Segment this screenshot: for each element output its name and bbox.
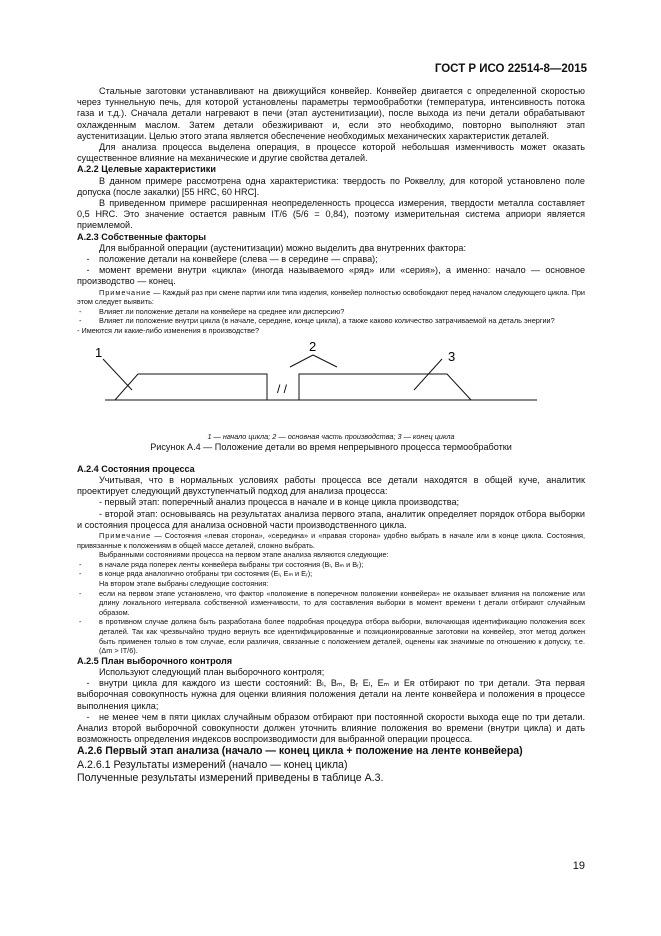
document-body xyxy=(77,86,585,785)
note-item: - Влияет ли положение внутри цикла (в начале, середине, конце цикла), а также каково количество затрачиваемой на деталь энергии? xyxy=(77,316,585,326)
figure-caption: 1 — начало цикла; 2 — основная часть производства; 3 — конец цикла xyxy=(207,431,455,441)
paragraph: Используют следующий план выборочного контроля; xyxy=(99,666,325,677)
list-item: - внутри цикла для каждого из шести состояний: Bₗ, Bₘ, Bᵣ Eₗ, Eₘ и Eʀ отбирают по три детали. Эта первая выборочная совокупность нужна для оценки влияния положения детали на ленте конвейера и положения в процессе выполнения цикла; xyxy=(77,678,585,711)
note-item: - Имеются ли какие-либо изменения в производстве? xyxy=(77,326,260,336)
note: Примечание — Состояния «левая сторона», «середина» и «правая сторона» удобно выбрать в начале или в конце цикла. Состояния, привязанные к положениям в общей массе деталей, сложно выбрать. xyxy=(77,531,585,550)
fig-label-2: 2 xyxy=(309,338,317,354)
fig-label-1: 1 xyxy=(95,344,103,360)
section-heading: А.2.2 Целевые характеристики xyxy=(77,164,216,175)
list-item: - не менее чем в пяти циклах случайным образом отбирают при постоянной скорости выхода еще по три детали. Анализ второй выборочной совокупности должен уточнить влияние положения во времени (внутри цикла) и дать возможность определения индексов воспроизводимости для выбранной операции процесса. xyxy=(77,711,585,745)
note-text: Выбранными состояниями процесса на первом этапе анализа являются следующие: xyxy=(99,550,389,560)
paragraph: В данном примере рассмотрена одна характеристика: твердость по Роквеллу, для которой установлено поле допуска (после закалки) [55 HRC, 60 HRC]. xyxy=(77,175,585,197)
list-item: - положение детали на конвейере (слева — в середине — справа); xyxy=(86,254,378,265)
section-heading: А.2.6 Первый этап анализа (начало — конец цикла + положение на ленте конвейера) xyxy=(77,745,523,758)
parts-left xyxy=(115,374,267,400)
leader-1 xyxy=(103,359,132,390)
section-heading: А.2.3 Собственные факторы xyxy=(77,231,207,242)
leader-2b xyxy=(313,355,337,367)
note: Примечание — Каждый раз при смене партии или типа изделия, конвейер полностью освобождают перед началом следующего цикла. При этом следует выявить: xyxy=(77,287,585,307)
paragraph: Полученные результаты измерений приведены в таблице А.3. xyxy=(77,771,384,784)
page-number: 19 xyxy=(572,860,585,872)
list-item: - второй этап: основываясь на результатах анализа первого этапа, аналитик определяет порядок отбора выборки и состояния процесса для анализа основной части производственного цикла. xyxy=(77,508,585,530)
document-header: ГОСТ Р ИСО 22514-8—2015 xyxy=(434,63,587,75)
fig-break-mark: / / xyxy=(277,381,288,396)
note-item: - Влияет ли положение детали на конвейере на среднее или дисперсию? xyxy=(77,307,585,317)
parts-right xyxy=(299,374,471,400)
section-heading: А.2.4 Состояния процесса xyxy=(77,463,195,474)
leader-2a xyxy=(290,355,313,367)
note-item: - если на первом этапе установлено, что фактор «положение в поперечном положении конвейера» не оказывает влияния на положение или длину локального интервала собственной изменчивости, то для составления выборки в момент времени t детали отбирают случайным образом. xyxy=(77,589,585,618)
paragraph: Учитывая, что в нормальных условиях работы процесса все детали находятся в общей куче, аналитик проектирует следующий двухступенчатый подход для анализа процесса: xyxy=(77,475,585,497)
list-item: - первый этап: поперечный анализ процесса в начале и в конце цикла производства; xyxy=(99,497,460,508)
note-item: - в противном случае должна быть разработана более подробная процедура отбора выборки, включающая идентификацию положения всех деталей. Так как чрезвычайно трудно вернуть все идентифицированные и позиционированные заготовки на конвейер, этот метод должен быть применен только в том случае, если различия, связанные с положением деталей, оценены как значимые по отношению к допуску, т.е. (Δm > IT/6). xyxy=(77,617,585,655)
conveyor-diagram xyxy=(77,337,585,432)
list-item: - момент времени внутри «цикла» (иногда называемого «ряд» или «серия»), а именно: начало — основное производство — конец. xyxy=(77,265,585,287)
paragraph: Для анализа процесса выделена операция, в процессе которой небольшая изменчивость может оказать существенное влияние на механические и другие свойства деталей. xyxy=(77,142,585,164)
note-item: - в начале ряда поперек ленты конвейера выбраны три состояния (Bₗ, Bₘ и Bᵣ); xyxy=(77,560,585,570)
paragraph: В приведенном примере расширенная неопределенность процесса измерения, твердости металла составляет 0,5 HRC. Это значение остается равным IT/6 (5/6 = 0,84), поэтому измерительная система априори является приемлемой. xyxy=(77,198,585,231)
figure-a4 xyxy=(77,337,585,432)
paragraph: Для выбранной операции (аустенитизации) можно выделить два внутренних фактора: xyxy=(99,242,466,253)
figure-title: Рисунок А.4 — Положение детали во время непрерывного процесса термообработки xyxy=(150,441,512,452)
subsection-heading: А.2.6.1 Результаты измерений (начало — конец цикла) xyxy=(77,758,348,771)
note-text: На втором этапе выбраны следующие состояния: xyxy=(99,579,269,589)
paragraph: Стальные заготовки устанавливают на движущийся конвейер. Конвейер двигается с определенной скоростью через туннельную печь, для которой установлены параметры термообработки (температура, интенсивность потока газа и т.д.). Сначала детали нагревают в печи (этап аустенитизации), после выхода из печи детали обрабатывают охлажденным маслом. Затем детали обезжиривают и, если это необходимо, повторно выполняют этап аустенитизации. Целью этого этапа является обеспечение необходимых механических характеристик деталей. xyxy=(77,86,585,141)
fig-label-3: 3 xyxy=(448,348,456,364)
section-heading: А.2.5 План выборочного контроля xyxy=(77,655,233,666)
note-item: - в конце ряда аналогично отобраны три состояния (Eₗ, Eₘ и Eᵣ); xyxy=(77,569,585,579)
